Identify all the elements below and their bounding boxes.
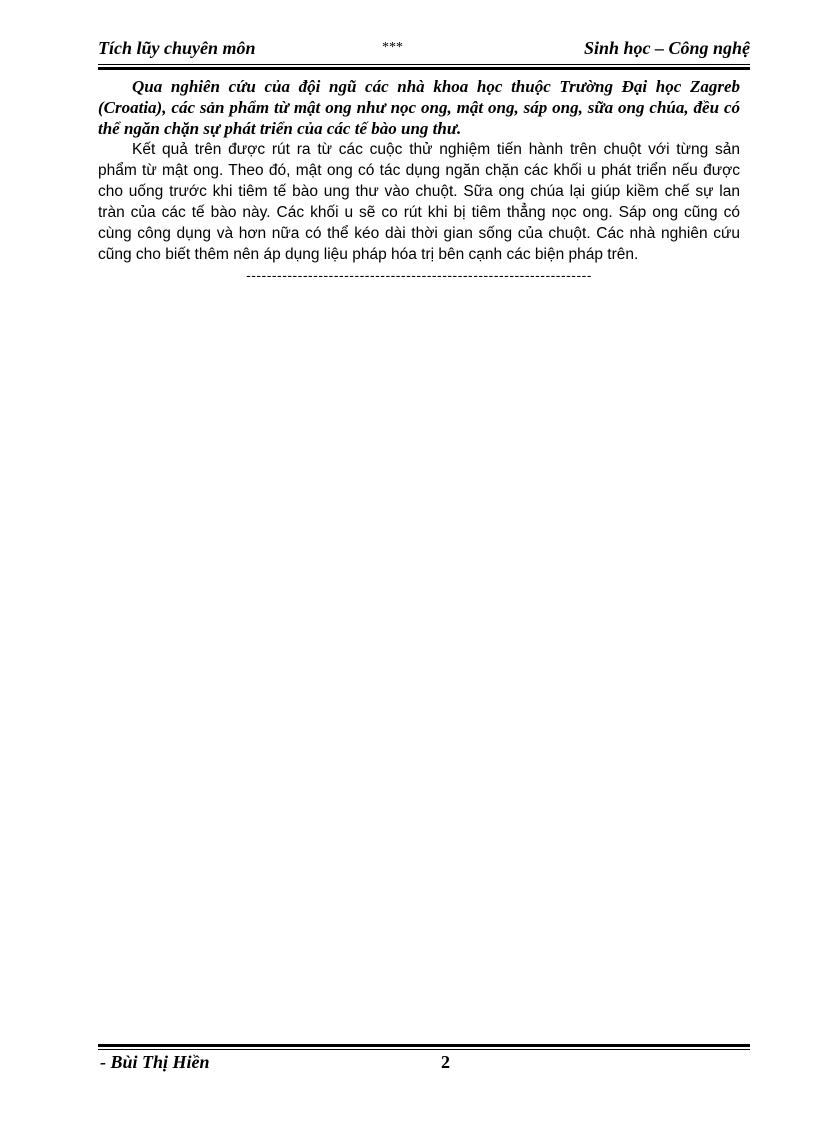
page-header: [98, 38, 750, 62]
section-separator: -------------------------------------------------------------------: [246, 267, 592, 283]
header-center-ornament: ***: [382, 40, 403, 55]
header-right-title: Sinh học – Công nghệ: [583, 38, 750, 58]
header-rule-thick: [98, 67, 750, 70]
page-number: 2: [441, 1052, 450, 1072]
body-paragraph: Kết quả trên được rút ra từ các cuộc thử nghiệm tiến hành trên chuột với từng sản phẩm từ mật ong. Theo đó, mật ong có tác dụng ngăn chặn các khối u phát triển nếu được cho uống trước khi tiêm tế bào ung thư vào chuột. Sữa ong chúa lại giúp kiềm chế sự lan tràn của các tế bào này. Các khối u sẽ co rút khi bị tiêm thẳng nọc ong. Sáp ong cũng có cùng công dụng và hơn nữa có thể kéo dài thời gian sống của chuột. Các nhà nghiên cứu cũng cho biết thêm nên áp dụng liệu pháp hóa trị bên cạnh các biện pháp trên.: [98, 141, 740, 263]
footer-author: - Bùi Thị Hiền: [100, 1052, 210, 1072]
document-body: [98, 76, 740, 285]
header-rule-thin: [98, 64, 750, 65]
footer-rule-thick: [98, 1044, 750, 1047]
header-left-title: Tích lũy chuyên môn: [98, 38, 256, 58]
footer-rule-thin: [98, 1049, 750, 1050]
lead-paragraph: Qua nghiên cứu của đội ngũ các nhà khoa học thuộc Trường Đại học Zagreb (Croatia), các sản phẩm từ mật ong như nọc ong, mật ong, sáp ong, sữa ong chúa, đều có thể ngăn chặn sự phát triển của các tế bào ung thư.: [98, 77, 740, 138]
